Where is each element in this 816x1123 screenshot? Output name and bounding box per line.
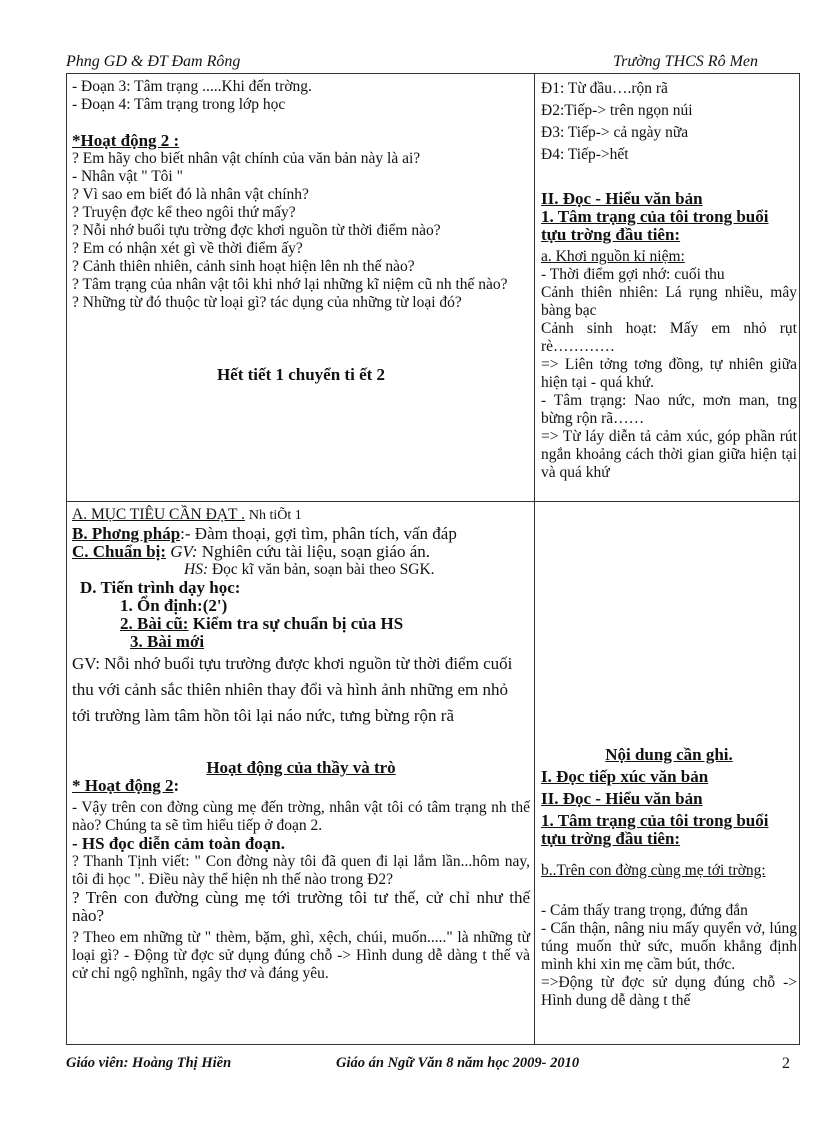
lesson-transition: Hết tiết 1 chuyển ti ết 2 xyxy=(216,365,386,384)
answer: - Nhân vật " Tôi " xyxy=(72,168,183,185)
section-line: Đ1: Từ đầu….rộn rã xyxy=(541,80,668,97)
text-line: - Đoạn 3: Tâm trạng .....Khi đến trờng. xyxy=(72,78,312,95)
text-line: - Đoạn 4: Tâm trạng trong lớp học xyxy=(72,96,286,113)
note-line: - Thời điểm gợi nhớ: cuối thu xyxy=(541,266,725,283)
question: ? Em hãy cho biết nhân vật chính của văn bản này là ai? xyxy=(72,150,421,167)
teacher-intro: GV: Nỗi nhớ buổi tựu trường được khơi nguồn từ thời điểm cuối thu với cảnh sắc thiên nhiên thay đổi và hình ảnh những em nhỏ tới trường làm tâm hồn tôi lại náo nức, tưng bừng rộn rã xyxy=(72,654,513,725)
footer-course: Giáo án Ngữ Văn 8 năm học 2009- 2010 xyxy=(336,1055,580,1071)
activity-title: Hoạt động của thầy và trò xyxy=(206,758,396,777)
process-heading: D. Tiến trình dạy học: xyxy=(80,578,241,597)
page-number: 2 xyxy=(782,1055,790,1072)
bottom-right-cell xyxy=(541,746,797,1010)
question: ? Em có nhận xét gì về thời điểm ấy? xyxy=(72,240,303,257)
note-line: - Cẩn thận, nâng niu mấy quyển vở, lúng túng muốn thử sức, muốn khẳng định mình khi xin mẹ cầm bút, thớc. xyxy=(541,920,797,973)
preparation-line: C. Chuẩn bị: GV: Nghiên cứu tài liệu, soạn giáo án. xyxy=(72,542,430,561)
page-header xyxy=(66,51,758,74)
activity-heading: *Hoạt động 2 : xyxy=(72,131,180,150)
section-heading: II. Đọc - Hiểu văn bản xyxy=(541,189,703,208)
question: ? Cảnh thiên nhiên, cảnh sinh hoạt hiện lên nh thế nào? xyxy=(72,258,415,275)
subsection-heading: 1. Tâm trạng của tôi trong buổi tựu trờng đầu tiên: xyxy=(541,811,769,848)
section-line: Đ4: Tiếp->hết xyxy=(541,146,629,163)
item-heading: a. Khơi nguồn kỉ niệm: xyxy=(541,248,685,265)
note-line: Cảnh thiên nhiên: Lá rụng nhiều, mây bàng bạc xyxy=(541,284,797,319)
note-line: =>Động từ đợc sử dụng đúng chỗ -> Hình dung dễ dàng t thế xyxy=(541,974,797,1009)
item-heading: b..Trên con đờng cùng mẹ tới trờng: xyxy=(541,862,766,879)
section-line: Đ3: Tiếp-> cả ngày nữa xyxy=(541,124,689,141)
method-line: B. Phơng pháp:- Đàm thoại, gợi tìm, phân tích, vấn đáp xyxy=(72,524,457,543)
row-divider xyxy=(67,501,799,502)
notes-heading: Nội dung cần ghi. xyxy=(605,745,733,764)
question: ? Tâm trạng của nhân vật tôi khi nhớ lại những kĩ niệm cũ nh thế nào? xyxy=(72,276,508,293)
preparation-line: HS: Đọc kĩ văn bản, soạn bài theo SGK. xyxy=(184,561,435,578)
objective-line: A. MỤC TIÊU CẦN ĐẠT . Nh tiÕt 1 xyxy=(72,506,302,523)
header-school-name: Trường THCS Rô Men xyxy=(613,53,758,70)
list-item: - HS đọc diễn cảm toàn đoạn. xyxy=(72,834,285,853)
step-line: 2. Bài cũ: Kiểm tra sự chuẩn bị của HS xyxy=(120,614,404,633)
note-line: - Tâm trạng: Nao nức, mơn man, tng bừng rộn rã…… xyxy=(541,392,797,427)
note-line: - Cảm thấy trang trọng, đứng đắn xyxy=(541,902,748,919)
step-line: 3. Bài mới xyxy=(130,632,205,651)
footer-teacher: Giáo viên: Hoàng Thị Hiền xyxy=(66,1055,232,1071)
activity-label: * Hoạt động 2: xyxy=(72,776,180,795)
section-heading: II. Đọc - Hiểu văn bản xyxy=(541,789,703,808)
list-item: - Vậy trên con đờng cùng mẹ đến trờng, nhân vật tôi có tâm trạng nh thế nào? Chúng ta sẽ tìm hiểu tiếp ở đoạn 2. xyxy=(72,799,530,834)
section-line: Đ2:Tiếp-> trên ngọn núi xyxy=(541,102,693,119)
question: ? Truyện đợc kể theo ngôi thứ mấy? xyxy=(72,204,296,221)
list-item: ? Theo em những từ " thèm, bặm, ghì, xệch, chúi, muốn....." là những từ loại gì? - Động từ đợc sử dụng đúng chỗ -> Hình dung dễ dàng t thế và cử chỉ ngộ nghĩnh, ngây thơ và đáng yêu. xyxy=(72,929,530,982)
column-divider xyxy=(534,74,535,1044)
question: ? Vì sao em biết đó là nhân vật chính? xyxy=(72,186,309,203)
step-line: 1. Ổn định:(2') xyxy=(120,596,228,615)
list-item: ? Trên con đường cùng mẹ tới trường tôi tư thế, cử chỉ như thế nào? xyxy=(72,888,530,925)
note-line: => Từ láy diễn tả cảm xúc, góp phần rút ngắn khoảng cách thời gian giữa hiện tại và quá khứ xyxy=(541,428,797,481)
list-item: ? Thanh Tịnh viết: " Con đờng này tôi đã quen đi lại lắm lần...hôm nay, tôi đi học ". Điều này thể hiện nh thế nào trong Đ2? xyxy=(72,853,530,888)
top-right-cell xyxy=(541,78,797,482)
subsection-heading: 1. Tâm trạng của tôi trong buổi tựu trờng đầu tiên: xyxy=(541,207,769,244)
note-line: => Liên tởng tơng đồng, tự nhiên giữa hiện tại - quá khứ. xyxy=(541,356,797,391)
note-line: Cảnh sinh hoạt: Mấy em nhỏ rụt rè………… xyxy=(541,320,797,355)
question: ? Nỗi nhớ buổi tựu trờng đợc khơi nguồn từ thời điểm nào? xyxy=(72,222,441,239)
header-school-office: Phng GD & ĐT Đam Rông xyxy=(66,53,241,70)
top-left-cell xyxy=(72,78,530,384)
bottom-left-cell xyxy=(72,506,530,983)
question: ? Những từ đó thuộc từ loại gì? tác dụng của những từ loại đó? xyxy=(72,294,462,311)
lesson-table xyxy=(66,73,800,1045)
section-heading: I. Đọc tiếp xúc văn bản xyxy=(541,767,709,786)
